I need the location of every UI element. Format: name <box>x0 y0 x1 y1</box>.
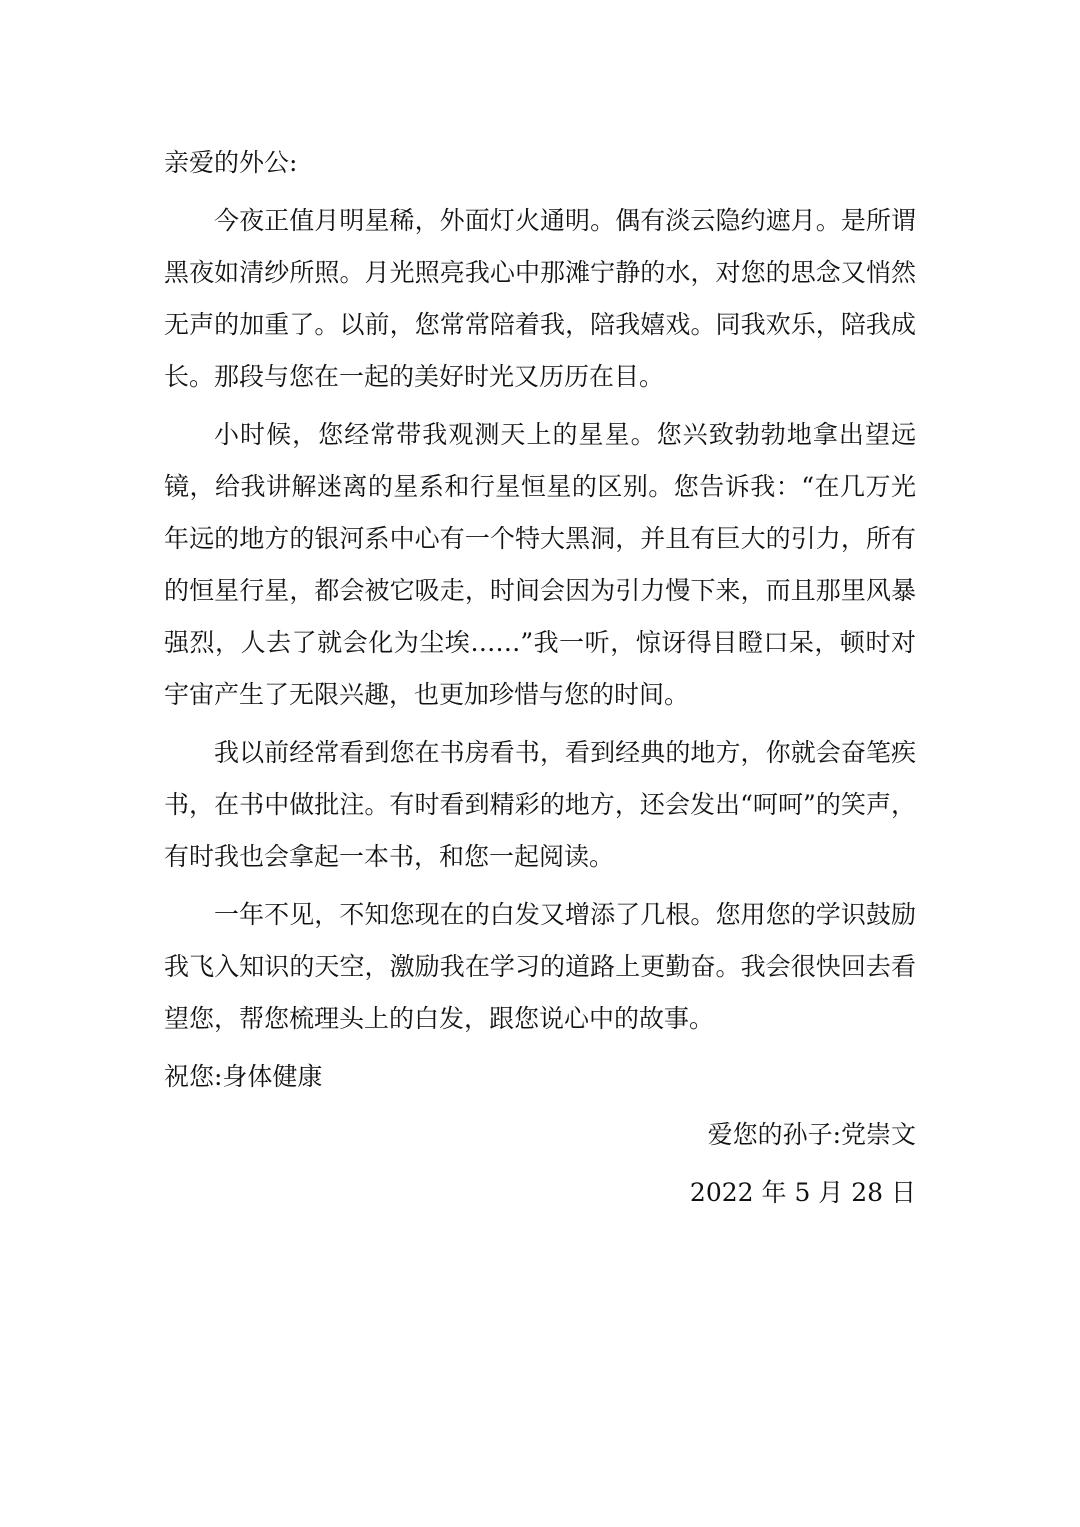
salutation: 亲爱的外公: <box>164 148 298 177</box>
paragraph-2: 小时候，您经常带我观测天上的星星。您兴致勃勃地拿出望远镜，给我讲解迷离的星系和行星恒星的区别。您告诉我：“在几万光年远的地方的银河系中心有一个特大黑洞，并且有巨大的引力，所有的恒星行星，都会被它吸走，时间会因为引力慢下来，而且那里风暴强烈，人去了就会化为尘埃……”我一听，惊讶得目瞪口呆，顿时对宇宙产生了无限兴趣，也更加珍惜与您的时间。 <box>164 420 916 709</box>
paragraph-4: 一年不见，不知您现在的白发又增添了几根。您用您的学识鼓励我飞入知识的天空，激励我在学习的道路上更勤奋。我会很快回去看望您，帮您梳理头上的白发，跟您说心中的故事。 <box>164 900 916 1033</box>
letter-body <box>164 137 916 1219</box>
letter-date: 2022 年 5 月 28 日 <box>689 1178 916 1207</box>
paragraph-3: 我以前经常看到您在书房看书，看到经典的地方，你就会奋笔疾书，在书中做批注。有时看到精彩的地方，还会发出“呵呵”的笑声，有时我也会拿起一本书，和您一起阅读。 <box>164 738 916 871</box>
signature: 爱您的孙子:党崇文 <box>707 1120 916 1149</box>
closing-wish: 祝您:身体健康 <box>164 1062 323 1091</box>
paragraph-1: 今夜正值月明星稀，外面灯火通明。偶有淡云隐约遮月。是所谓黑夜如清纱所照。月光照亮我心中那滩宁静的水，对您的思念又悄然无声的加重了。以前，您常常陪着我，陪我嬉戏。同我欢乐，陪我成长。那段与您在一起的美好时光又历历在目。 <box>164 206 916 391</box>
